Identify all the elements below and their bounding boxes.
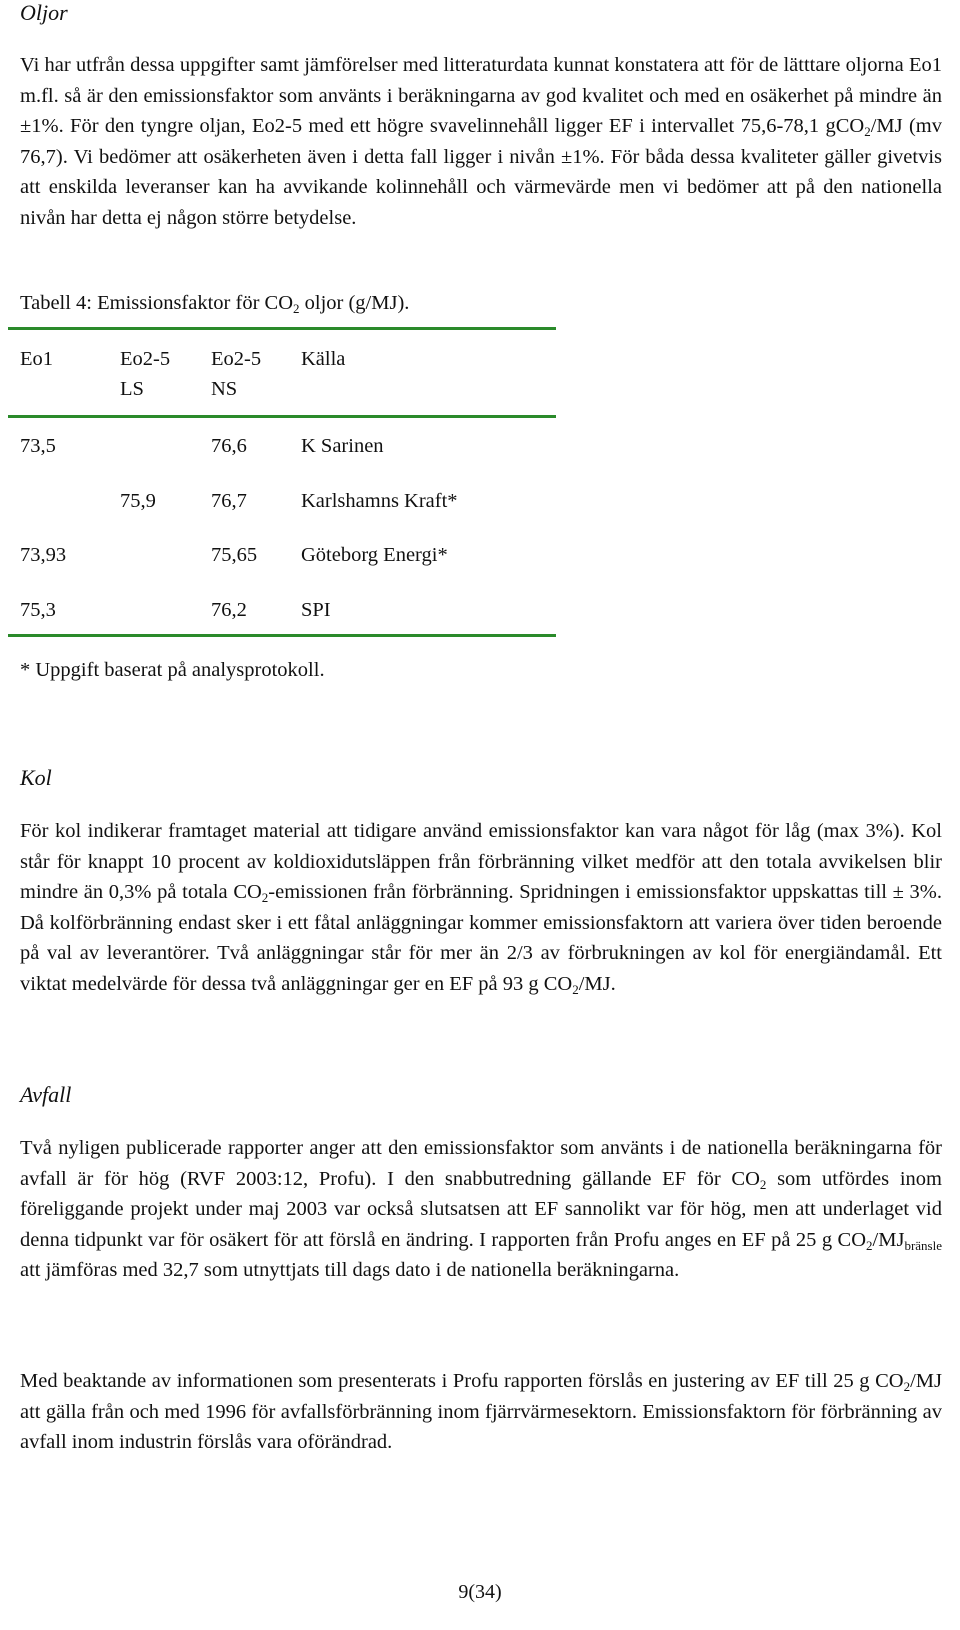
section-heading-kol: Kol	[20, 765, 52, 790]
table-cell-ns: 75,65	[211, 544, 258, 566]
paragraph-kol-1: För kol indikerar framtaget material att tidigare använd emissionsfaktor kan vara något för låg (max 3%). Kol står för knappt 10 procent av koldioxidutsläppen från förbränning vilket medför att den totala avvikelsen blir mindre än 0,3% på totala $CO_2$-emissionen från förbränning. Spridningen i emissionsfaktor uppskattas till ± 3%. Då kolförbränning endast sker i ett fåtal anläggningar kommer emissionsfaktorn att variera över tiden beroende på val av leverantörer. Två anläggningar står för mer än 2/3 av förbrukningen av kol för energiändamål. Ett viktat medelvärde för dessa två anläggningar ger en EF på 93 g $CO_2/MJ$.	[20, 820, 942, 997]
paragraph-avfall-1: Två nyligen publicerade rapporter anger att den emissionsfaktor som använts i de nationella beräkningarna för avfall är för hög (RVF 2003:12, Profu). I den snabbutredning gällande EF för $CO_2$ som utfördes inom föreliggande projekt under maj 2003 var också slutsatsen att EF sannolikt var för hög, men att underlaget vid denna tidpunkt var för osäkert för att förslå en ändring. I rapporten från Profu anges en EF på 25 g $CO_2/MJ_{bränsle}$ att jämföras med 32,7 som utnyttjats till dags dato i de nationella beräkningarna.	[20, 1137, 942, 1281]
section-heading-oljor: Oljor	[20, 0, 68, 25]
table-cell-eo1: 73,5	[20, 435, 56, 457]
table-cell-eo1: 73,93	[20, 544, 67, 566]
table-cell-eo1: 75,3	[20, 599, 56, 621]
table-cell-ns: 76,6	[211, 435, 247, 457]
table-footnote: * Uppgift baserat på analysprotokoll.	[20, 659, 325, 681]
table-cell-ls: 75,9	[120, 490, 156, 512]
table-header-eo1: Eo1	[20, 348, 54, 370]
table-caption: Tabell 4: Emissionsfaktor för $CO_2$ oljor (g/MJ).	[20, 292, 410, 316]
table-cell-kalla: Göteborg Energi*	[301, 544, 448, 566]
table-cell-kalla: SPI	[301, 599, 331, 621]
table-cell-kalla: K Sarinen	[301, 435, 384, 457]
table-header-kalla: Källa	[301, 348, 346, 370]
paragraph-oljor-1: Vi har utfrån dessa uppgifter samt jämförelser med litteraturdata kunnat konstatera att för de lätttare oljorna Eo1 m.fl. så är den emissionsfaktor som använts i beräkningarna av god kvalitet och med en osäkerhet på mindre än ±1%. För den tyngre oljan, Eo2-5 med ett högre svavelinnehåll ligger EF i intervallet 75,6-78,1 gCO$_2$/MJ (mv 76,7). Vi bedömer att osäkerheten även i detta fall ligger i nivån ±1%. För båda dessa kvaliteter gäller givetvis att enskilda leveranser kan ha avvikande kolinnehåll och värmevärde men vi bedömer att på den nationella nivån har detta ej någon större betydelse.	[20, 54, 942, 229]
table-rule-top	[8, 327, 556, 330]
table-cell-ns: 76,7	[211, 490, 247, 512]
paragraph-avfall-2: Med beaktande av informationen som presenterats i Profu rapporten förslås en justering av EF till 25 g $CO_2/MJ$ att gälla från och med 1996 för avfallsförbränning inom fjärrvärmesektorn. Emissionsfaktorn för förbränning av avfall inom industrin förslås vara oförändrad.	[20, 1370, 942, 1453]
table-rule-bottom	[8, 634, 556, 637]
page-number: 9(34)	[458, 1581, 502, 1603]
table-header-eo2-5-ns: Eo2-5 NS	[211, 348, 262, 400]
table-cell-ns: 76,2	[211, 599, 247, 621]
table-cell-kalla: Karlshamns Kraft*	[301, 490, 458, 512]
table-rule-header	[8, 415, 556, 418]
table-header-eo2-5-ls: Eo2-5 LS	[120, 348, 171, 400]
section-heading-avfall: Avfall	[20, 1082, 72, 1107]
